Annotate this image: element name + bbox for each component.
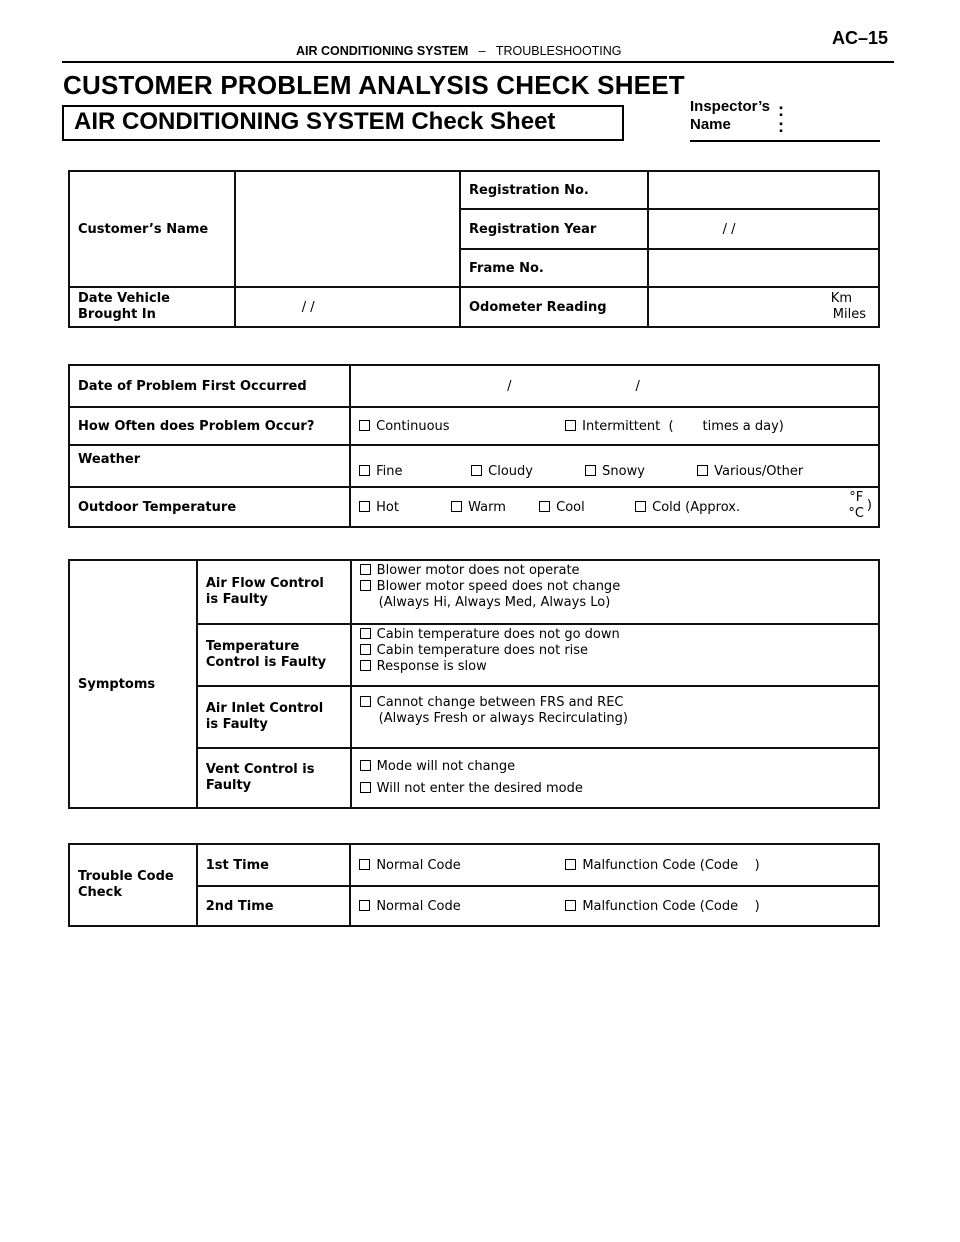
inspector-label: [690, 98, 770, 134]
header-separator: –: [478, 44, 486, 58]
air-inlet-options: [351, 686, 879, 748]
date-brought-in-field[interactable]: / /: [235, 287, 460, 327]
checkbox-icon: [471, 465, 482, 476]
option-cabin-not-down-label: Cabin temperature does not go down: [376, 627, 620, 642]
option-normal-code-1-label: Normal Code: [376, 857, 461, 873]
customer-name-field[interactable]: [235, 171, 460, 287]
checkbox-icon: [585, 465, 596, 476]
option-malfunction-code-1[interactable]: [565, 858, 759, 873]
cannot-change-note: (Always Fresh or always Recirculating): [378, 711, 628, 726]
symptoms-label: Symptoms: [69, 560, 197, 808]
first-occurred-label: Date of Problem First Occurred: [69, 365, 350, 407]
checkbox-icon: [360, 760, 371, 771]
air-inlet-label-line2: is Faulty: [205, 717, 268, 732]
page-code: AC–15: [831, 28, 888, 48]
temp-control-options: [351, 624, 879, 686]
first-occurred-field[interactable]: / /: [350, 365, 879, 407]
option-blower-not-operate-label: Blower motor does not operate: [376, 563, 580, 578]
air-flow-label-line1: Air Flow Control: [205, 576, 324, 591]
registration-no-field[interactable]: [648, 171, 879, 209]
inspector-colon-1: :: [778, 100, 784, 120]
date-brought-in-label: [69, 287, 235, 327]
trouble-code-table: [68, 843, 880, 927]
option-response-slow-label: Response is slow: [376, 659, 487, 674]
second-time-label: 2nd Time: [197, 886, 351, 926]
problem-info-table: [68, 364, 880, 528]
customer-name-label: Customer’s Name: [69, 171, 235, 287]
checkbox-icon: [359, 501, 370, 512]
option-malfunction-code-2-label: Malfunction Code (Code ): [582, 898, 760, 914]
option-hot[interactable]: [359, 500, 451, 515]
odometer-label: Odometer Reading: [460, 287, 648, 327]
vent-control-label-line2: Faulty: [205, 778, 252, 793]
date-brought-in-line2: Brought In: [78, 307, 156, 322]
outdoor-temp-label: Outdoor Temperature: [69, 487, 350, 527]
option-cold-label: Cold (Approx.: [652, 499, 741, 515]
checkbox-icon: [359, 859, 370, 870]
option-cool-label: Cool: [556, 499, 585, 515]
option-malfunction-code-2[interactable]: [565, 899, 759, 914]
option-fine-label: Fine: [376, 463, 403, 479]
header-subsection: TROUBLESHOOTING: [495, 44, 622, 58]
subtitle-box: [62, 105, 624, 141]
temp-control-label-line2: Control is Faulty: [205, 655, 327, 670]
trouble-code-label-line1: Trouble Code: [78, 869, 174, 884]
checkbox-icon: [360, 782, 371, 793]
air-inlet-label-line1: Air Inlet Control: [205, 701, 324, 716]
inspector-colon-2: :: [778, 116, 784, 136]
temp-unit-f: °F: [849, 490, 864, 505]
option-snowy[interactable]: [585, 464, 697, 479]
option-cold[interactable]: [635, 500, 740, 515]
temp-unit-c: °C: [848, 506, 864, 521]
checkbox-icon: [539, 501, 550, 512]
odometer-field[interactable]: [648, 287, 879, 327]
checkbox-icon: [360, 628, 371, 639]
option-various[interactable]: [697, 464, 803, 479]
option-mode-not-change-label: Mode will not change: [376, 759, 516, 774]
vehicle-info-table: [68, 170, 880, 328]
air-flow-label-line2: is Faulty: [205, 592, 268, 607]
checkbox-icon: [359, 900, 370, 911]
checkbox-icon: [697, 465, 708, 476]
option-not-enter-mode-label: Will not enter the desired mode: [376, 781, 583, 796]
checkbox-icon: [359, 420, 370, 431]
option-normal-code-1[interactable]: [359, 858, 565, 873]
checkbox-icon: [565, 859, 576, 870]
air-flow-label: [197, 560, 351, 624]
how-often-options: [350, 407, 879, 445]
header-rule: [62, 61, 894, 63]
trouble-code-label-line2: Check: [78, 885, 122, 900]
option-cloudy[interactable]: [471, 464, 585, 479]
option-various-label: Various/Other: [714, 463, 804, 479]
first-time-label: 1st Time: [197, 844, 351, 886]
option-fine[interactable]: [359, 464, 471, 479]
frame-no-label: Frame No.: [460, 249, 648, 287]
blower-speed-note: (Always Hi, Always Med, Always Lo): [378, 595, 611, 610]
option-cabin-not-rise-label: Cabin temperature does not rise: [376, 643, 589, 658]
checkbox-icon: [360, 564, 371, 575]
option-cannot-change[interactable]: [360, 695, 870, 711]
checkbox-icon: [360, 644, 371, 655]
second-time-options: [350, 886, 879, 926]
checkbox-icon: [360, 696, 371, 707]
option-mode-not-change[interactable]: [360, 756, 870, 778]
option-response-slow[interactable]: [360, 659, 870, 675]
temp-control-label: [197, 624, 351, 686]
checkbox-icon: [635, 501, 646, 512]
vent-control-options: [351, 748, 879, 808]
running-header: [296, 44, 622, 58]
inspector-name-field[interactable]: [690, 140, 880, 142]
option-hot-label: Hot: [376, 499, 399, 515]
option-not-enter-mode[interactable]: [360, 778, 870, 800]
option-cannot-change-label: Cannot change between FRS and REC: [376, 695, 624, 710]
inspector-colon: [778, 102, 784, 134]
option-continuous[interactable]: [359, 419, 565, 434]
option-blower-speed[interactable]: [360, 579, 870, 595]
checkbox-icon: [565, 420, 576, 431]
checkbox-icon: [360, 580, 371, 591]
option-intermittent-label: Intermittent ( times a day): [582, 418, 784, 434]
page-subtitle: AIR CONDITIONING SYSTEM Check Sheet: [74, 108, 556, 135]
trouble-code-label: [69, 844, 197, 926]
outdoor-temp-options: [350, 487, 879, 527]
odometer-unit-km: Km: [830, 291, 852, 306]
header-section: AIR CONDITIONING SYSTEM: [296, 44, 469, 58]
option-normal-code-2-label: Normal Code: [376, 898, 461, 914]
first-time-options: [350, 844, 879, 886]
date-brought-in-line1: Date Vehicle: [78, 291, 170, 306]
how-often-label: How Often does Problem Occur?: [69, 407, 350, 445]
option-cloudy-label: Cloudy: [488, 463, 533, 479]
vent-control-label: [197, 748, 351, 808]
option-snowy-label: Snowy: [602, 463, 645, 479]
option-cabin-not-down[interactable]: [360, 627, 870, 643]
option-warm-label: Warm: [468, 499, 506, 515]
option-continuous-label: Continuous: [376, 418, 450, 434]
page-title: CUSTOMER PROBLEM ANALYSIS CHECK SHEET: [63, 70, 685, 100]
option-malfunction-code-1-label: Malfunction Code (Code ): [582, 857, 760, 873]
symptoms-table: [68, 559, 880, 809]
temp-unit-select[interactable]: [848, 490, 864, 522]
odometer-unit-miles: Miles: [832, 307, 866, 322]
registration-year-label: Registration Year: [460, 209, 648, 249]
inspector-label-line2: Name: [690, 116, 731, 133]
vent-control-label-line1: Vent Control is: [205, 762, 315, 777]
inspector-label-line1: Inspector’s: [690, 98, 771, 115]
option-normal-code-2[interactable]: [359, 899, 565, 914]
option-cool[interactable]: [539, 500, 635, 515]
option-blower-speed-label: Blower motor speed does not change: [376, 579, 621, 594]
checkbox-icon: [360, 660, 371, 671]
checkbox-icon: [451, 501, 462, 512]
option-warm[interactable]: [451, 500, 539, 515]
option-cabin-not-rise[interactable]: [360, 643, 870, 659]
registration-no-label: Registration No.: [460, 171, 648, 209]
weather-label: Weather: [69, 445, 350, 487]
checkbox-icon: [359, 465, 370, 476]
option-intermittent[interactable]: [565, 419, 784, 434]
option-blower-not-operate[interactable]: [360, 563, 870, 579]
temp-close-paren: ): [866, 498, 872, 513]
frame-no-field[interactable]: [648, 249, 879, 287]
checkbox-icon: [565, 900, 576, 911]
air-inlet-label: [197, 686, 351, 748]
weather-options: [350, 445, 879, 487]
air-flow-options: [351, 560, 879, 624]
temp-control-label-line1: Temperature: [205, 639, 300, 654]
registration-year-field[interactable]: / /: [648, 209, 879, 249]
